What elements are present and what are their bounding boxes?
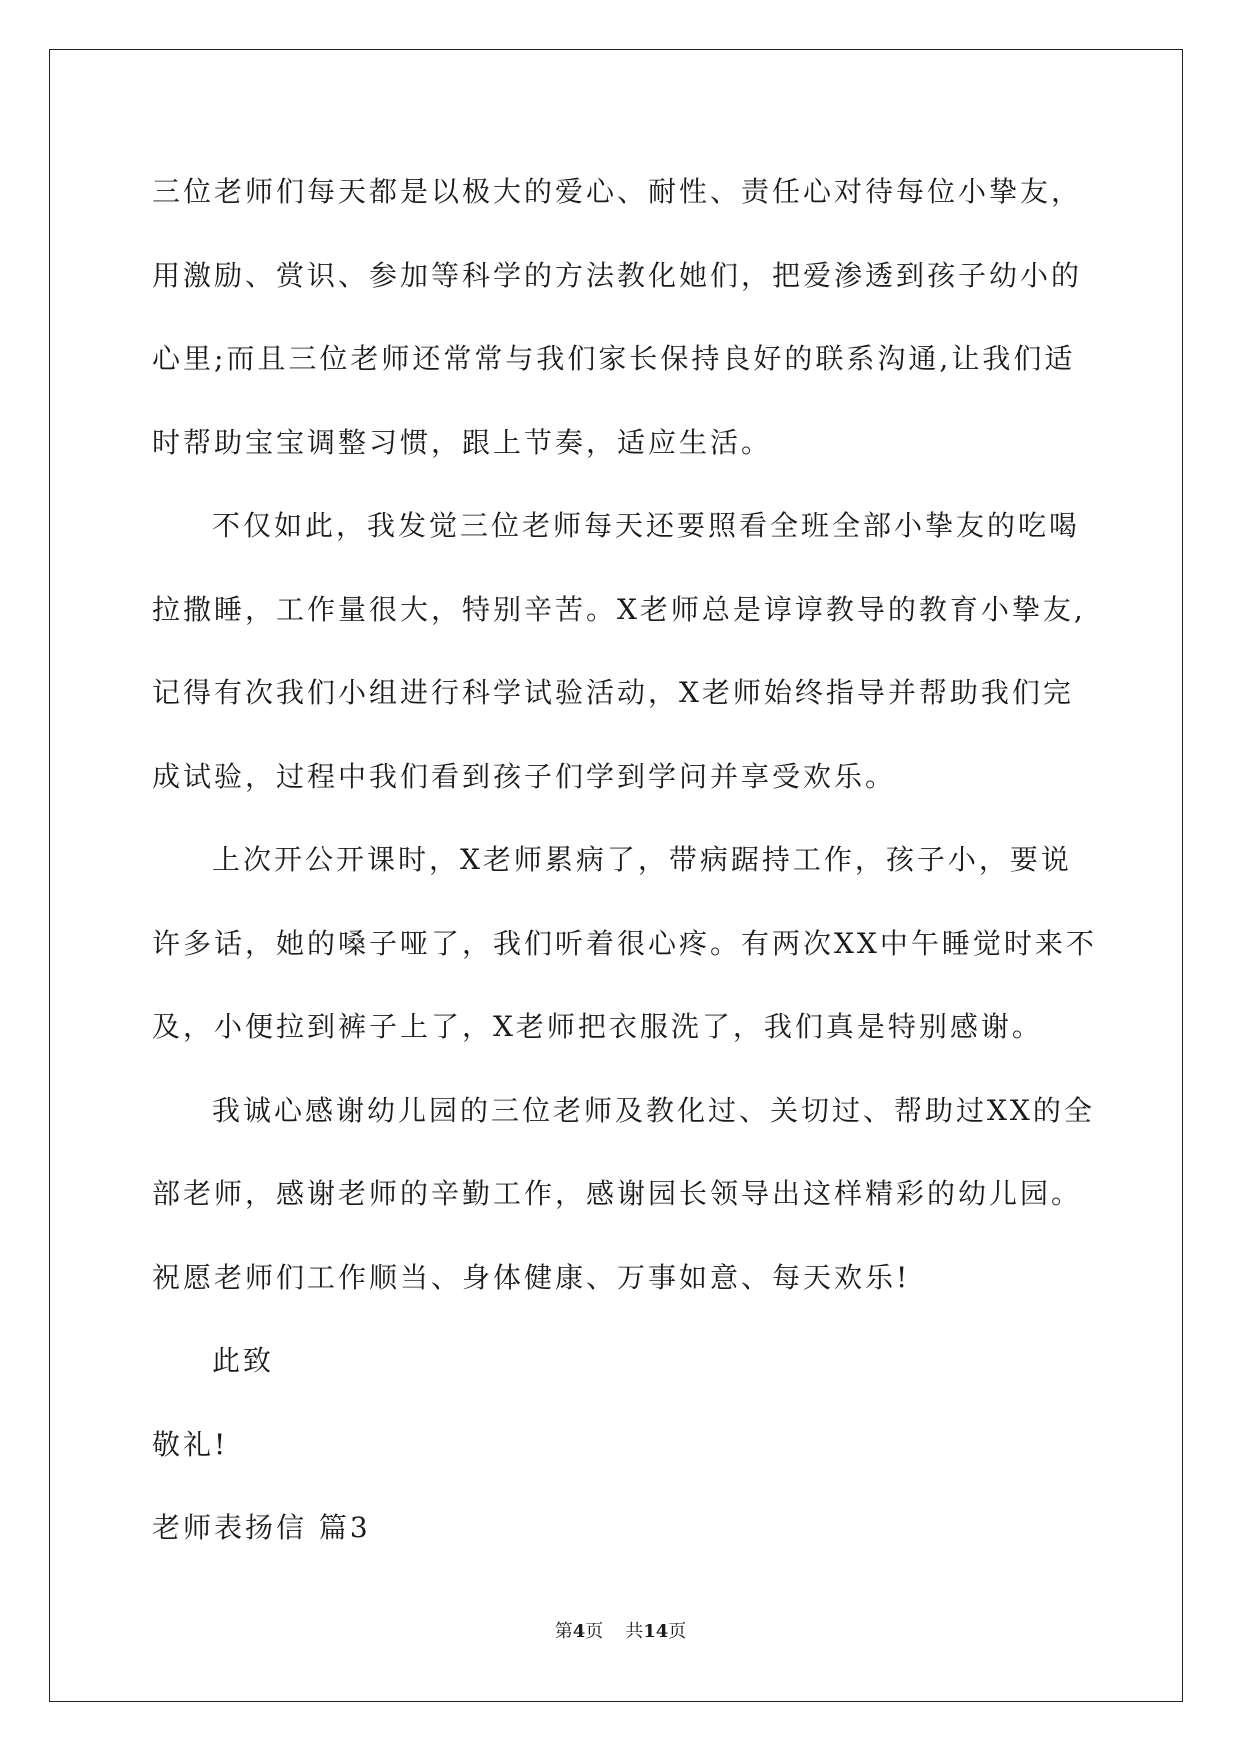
text-line: 用激励、赏识、参加等科学的方法教化她们，把爱渗透到孩子幼小的 xyxy=(152,258,1083,292)
text-line: 成试验，过程中我们看到孩子们学到学问并享受欢乐。 xyxy=(152,759,897,793)
text-line: 及，小便拉到裤子上了，X老师把衣服洗了，我们真是特别感谢。 xyxy=(152,1010,1043,1043)
closing-salutation: 此致 xyxy=(212,1344,275,1377)
text-line: 部老师，感谢老师的辛勤工作，感谢园长领导出这样精彩的幼儿园。 xyxy=(152,1177,1083,1210)
paragraph-start-line: 不仅如此，我发觉三位老师每天还要照看全班全部小挚友的吃喝 xyxy=(212,509,1081,542)
page-number: 4 xyxy=(572,1621,586,1642)
text-line: 时帮助宝宝调整习惯，跟上节奏，适应生活。 xyxy=(152,425,773,459)
page-prefix: 第 xyxy=(554,1621,573,1642)
page-footer xyxy=(0,1620,1241,1644)
closing-regards: 敬礼! xyxy=(152,1427,229,1461)
document-body xyxy=(152,150,1097,1570)
paragraph-start-line: 上次开公开课时，X老师累病了，带病踞持工作，孩子小，要说 xyxy=(212,843,1072,876)
text-line: 祝愿老师们工作顺当、身体健康、万事如意、每天欢乐! xyxy=(152,1260,911,1294)
page-suffix: 页 xyxy=(585,1621,604,1642)
text-line: 心里;而且三位老师还常常与我们家长保持良好的联系沟通,让我们适 xyxy=(152,342,1076,375)
total-suffix: 页 xyxy=(668,1621,687,1642)
text-line: 三位老师们每天都是以极大的爱心、耐性、责任心对待每位小挚友， xyxy=(152,175,1083,208)
text-line: 拉撒睡，工作量很大，特别辛苦。X老师总是谆谆教导的教育小挚友, xyxy=(152,592,1086,626)
paragraph-start-line: 我诚心感谢幼儿园的三位老师及教化过、关切过、帮助过XX的全 xyxy=(212,1093,1095,1127)
total-prefix: 共 xyxy=(625,1621,644,1642)
text-line: 记得有次我们小组进行科学试验活动，X老师始终指导并帮助我们完 xyxy=(152,676,1074,709)
section-heading: 老师表扬信 篇3 xyxy=(152,1511,371,1544)
text-line: 许多话，她的嗓子哑了，我们听着很心疼。有两次XX中午睡觉时来不 xyxy=(152,926,1097,960)
total-pages: 14 xyxy=(643,1621,669,1642)
